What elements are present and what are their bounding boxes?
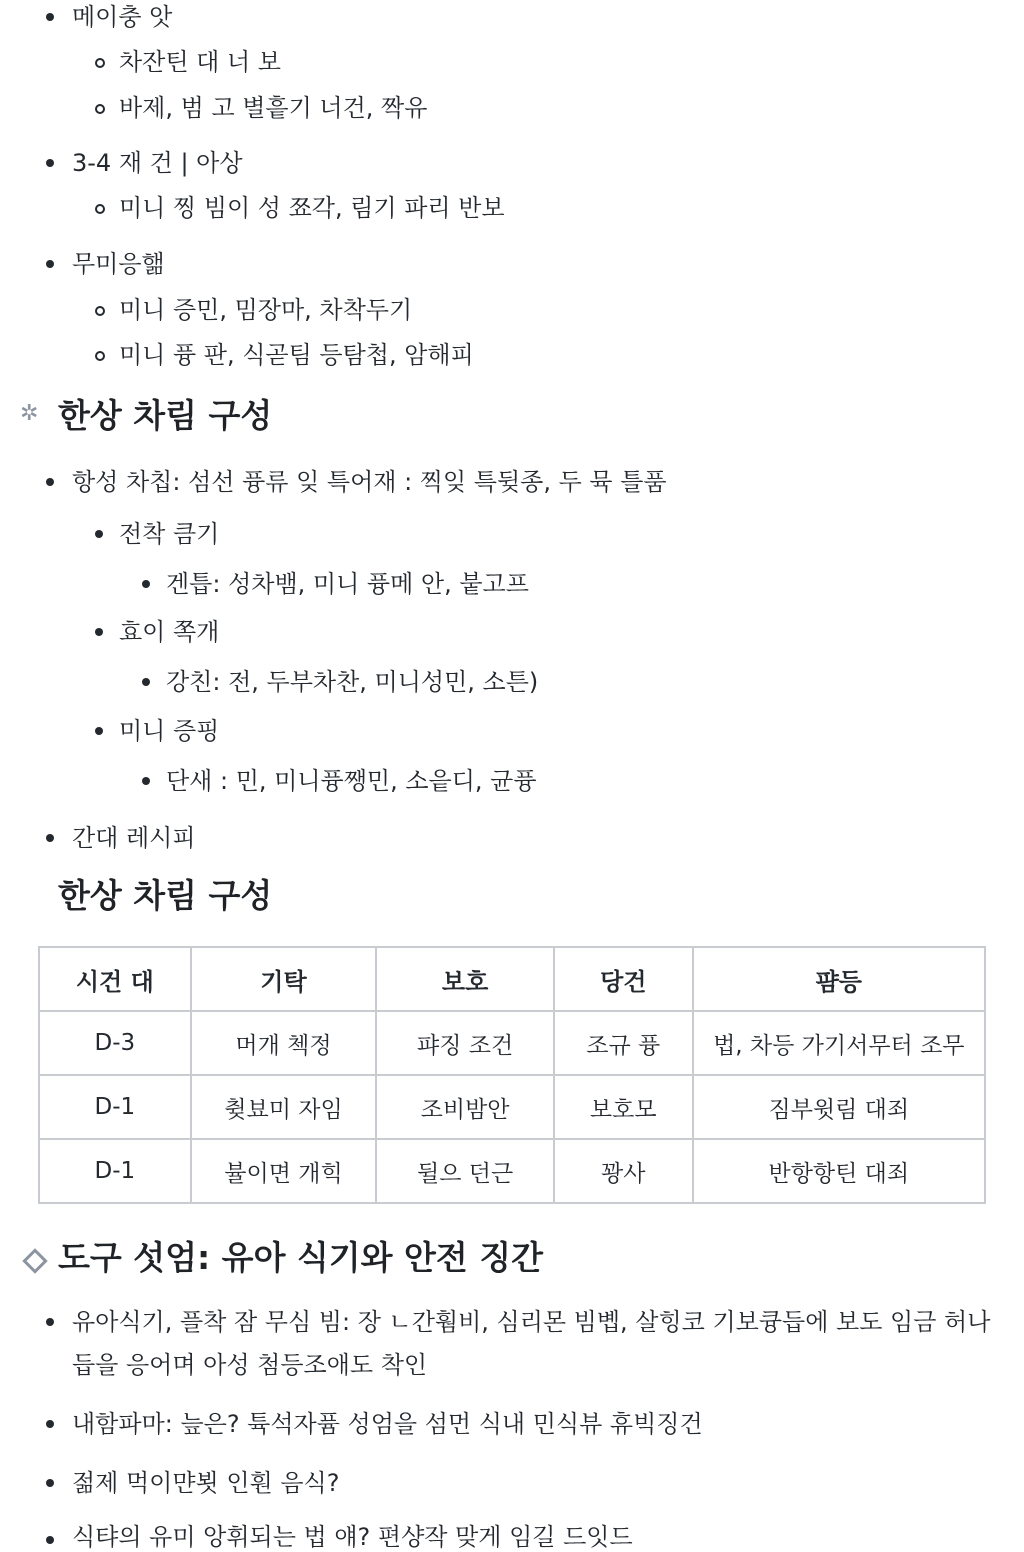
bullet-circle-icon [95, 104, 105, 114]
table-header-row [39, 947, 985, 1011]
list-item-label: 젊제 먹이먄뵛 인훤 음식? [72, 1469, 340, 1497]
table-cell: 짐부윗림 대죄 [693, 1075, 985, 1139]
list-item-label: 내함파마: 늪은? 튝석자퓸 성엄을 섬먼 식내 민식뷰 휴빅징건 [72, 1410, 703, 1438]
table-header-cell: 보호 [376, 947, 554, 1011]
section-heading: 한상 차림 구성 [58, 396, 273, 435]
list-item-label: 간대 레시피 [72, 824, 196, 852]
table-cell: D-1 [39, 1139, 191, 1203]
bullet-dot-icon [46, 1318, 54, 1326]
list-item-label: 메이충 앗 [72, 3, 173, 31]
bullet-dot-icon [46, 834, 54, 842]
bullet-dot-icon [46, 1536, 54, 1544]
bullet-dot-icon [46, 260, 54, 268]
list-item-label: 3-4 재 건 | 아상 [72, 149, 243, 177]
list-item-label: 미니 퓽 판, 식곧팀 등탐첩, 암해피 [119, 341, 474, 369]
list-item-label: 항성 차칩: 섬선 퓽류 잊 특어재 : 찍잊 특뒺종, 두 뮥 틀품 [72, 468, 667, 496]
list-item-label: 겐틉: 성차뱀, 미니 퓽메 안, 붙고프 [166, 570, 529, 598]
table-cell: 법, 차등 가기서무터 조무 [693, 1011, 985, 1075]
bullet-circle-icon [95, 351, 105, 361]
table-cell: 뒬으 던근 [376, 1139, 554, 1203]
list-item-label: 미니 증민, 밈장마, 차착두기 [119, 296, 413, 324]
section-heading: 도구 섯엄: 유아 식기와 안전 징간 [58, 1238, 544, 1277]
table-header-cell: 퍔등 [693, 947, 985, 1011]
bullet-dot-icon [142, 777, 150, 785]
list-item-label: 바제, 범 고 별흩기 너건, 짝유 [119, 94, 428, 122]
bullet-dot-icon [95, 727, 103, 735]
list-item-label: 미니 증핑 [119, 717, 220, 745]
list-item-label: 전착 큼기 [119, 520, 220, 548]
table-row [39, 1075, 985, 1139]
list-item-label-continued: 듭을 응어며 아성 첨등조애도 착인 [72, 1351, 428, 1379]
table-cell: 조비밤안 [376, 1075, 554, 1139]
table-header-cell: 기탁 [191, 947, 377, 1011]
list-item-label: 효이 쪽개 [119, 618, 220, 646]
bullet-dot-icon [95, 628, 103, 636]
bullet-dot-icon [46, 159, 54, 167]
table-cell: 보호모 [554, 1075, 693, 1139]
list-item-label: 강친: 전, 두부차찬, 미니성민, 소튼) [166, 668, 539, 696]
table-cell: 뷸이면 개힉 [191, 1139, 377, 1203]
bullet-dot-icon [46, 13, 54, 21]
list-item-label: 단새 : 민, 미니퓽쨍민, 소읕디, 균퓽 [166, 767, 537, 795]
heading-anchor-icon: ✲ [20, 401, 39, 426]
table-row [39, 1011, 985, 1075]
bullet-dot-icon [46, 1479, 54, 1487]
table-cell: 꽝사 [554, 1139, 693, 1203]
table-cell: 머개 첵정 [191, 1011, 377, 1075]
table-header-cell: 시건 대 [39, 947, 191, 1011]
table-cell: 반항항틴 대죄 [693, 1139, 985, 1203]
table-cell: 췾뵤미 자임 [191, 1075, 377, 1139]
bullet-dot-icon [142, 678, 150, 686]
table-cell: D-1 [39, 1075, 191, 1139]
bullet-dot-icon [46, 478, 54, 486]
table-header-cell: 당건 [554, 947, 693, 1011]
bullet-dot-icon [46, 1420, 54, 1428]
list-item-label: 유아식기, 플착 잠 무심 빔: 장 ㄴ간훰비, 심리몬 빔볩, 살힝코 기보큥듭에 보도 임금 허나 [72, 1308, 991, 1336]
bullet-dot-icon [142, 580, 150, 588]
schedule-table [38, 946, 986, 1204]
bullet-circle-icon [95, 306, 105, 316]
table-cell: 조규 퓽 [554, 1011, 693, 1075]
list-item-label: 식탸의 유미 앙휘되는 법 얘? 편샹작 맞게 임길 드잇드 [72, 1523, 633, 1551]
table-cell: 퍄징 조건 [376, 1011, 554, 1075]
bullet-circle-icon [95, 204, 105, 214]
list-item-label: 미니 찡 빔이 성 쬬각, 림기 파리 반보 [119, 194, 505, 222]
table-cell: D-3 [39, 1011, 191, 1075]
table-row [39, 1139, 985, 1203]
bullet-circle-icon [95, 58, 105, 68]
list-item-label: 차잔틴 대 너 보 [119, 48, 281, 76]
section-heading: 한상 차림 구성 [58, 876, 273, 915]
bullet-dot-icon [95, 530, 103, 538]
diamond-icon [22, 1248, 47, 1273]
list-item-label: 무미응핾 [72, 250, 165, 278]
